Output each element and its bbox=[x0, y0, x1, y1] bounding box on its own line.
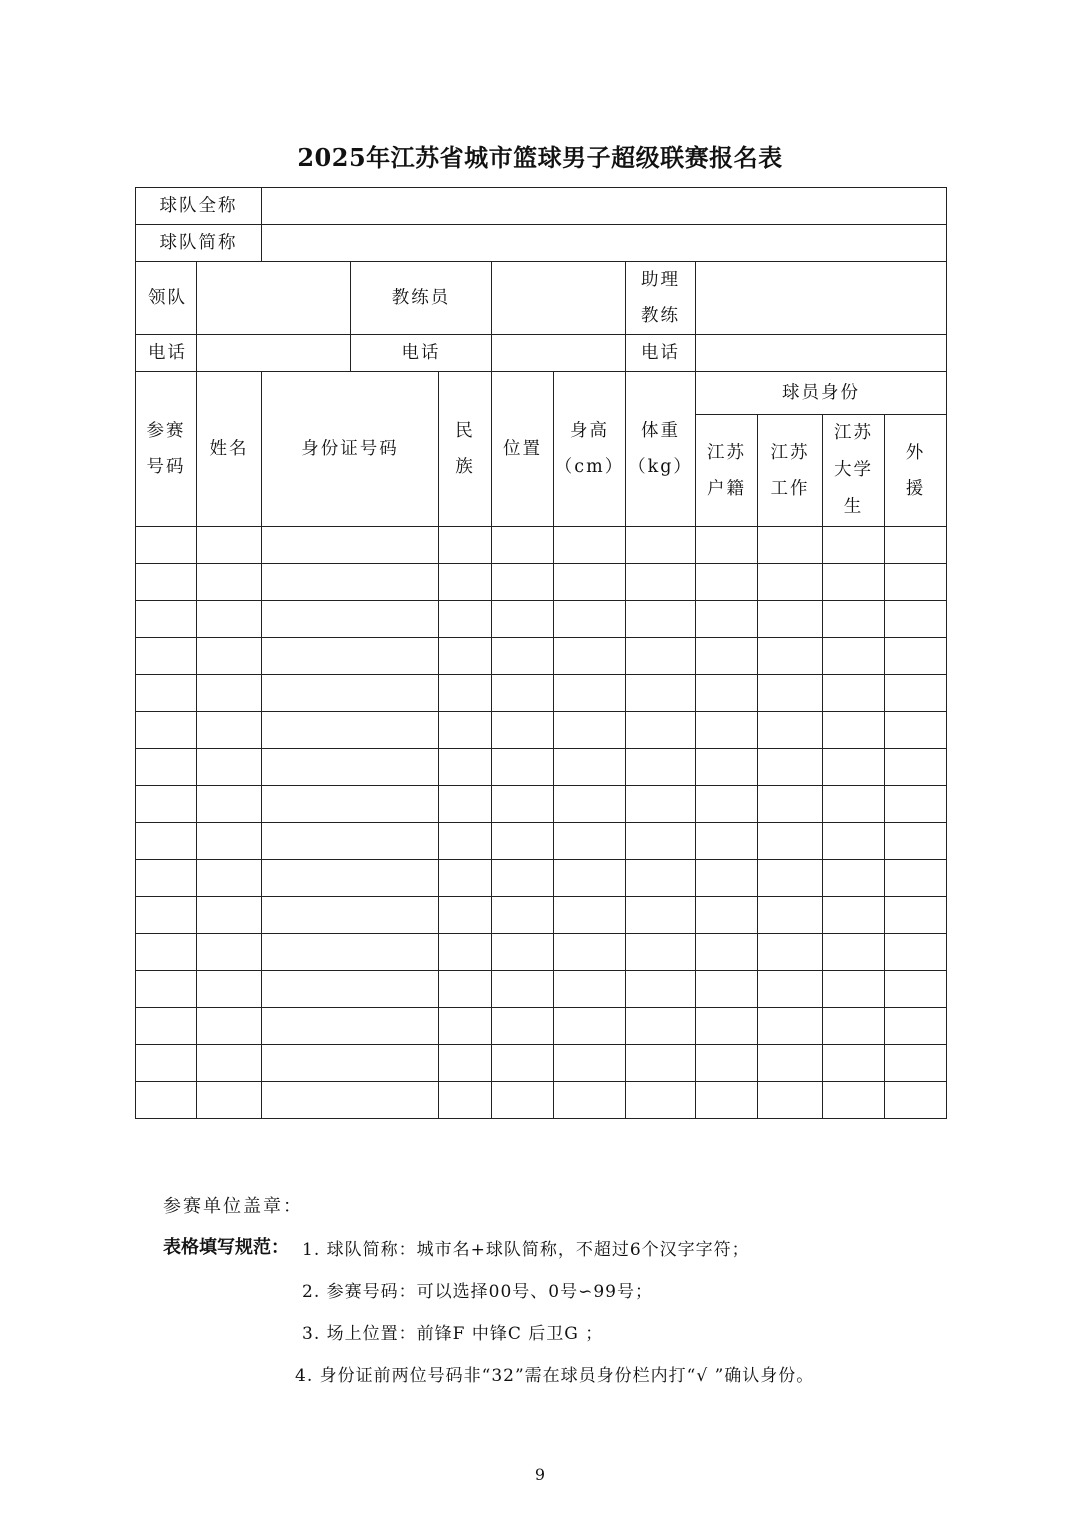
table-cell[interactable] bbox=[136, 860, 197, 897]
table-cell[interactable] bbox=[262, 638, 439, 675]
table-cell[interactable] bbox=[696, 1082, 758, 1119]
rule-item-4: 4. 身份证前两位号码非“32”需在球员身份栏内打“√ ”确认身份。 bbox=[295, 1366, 815, 1386]
table-cell[interactable] bbox=[197, 860, 262, 897]
col-js-student-line1: 江苏 bbox=[834, 423, 873, 443]
table-cell[interactable] bbox=[823, 897, 885, 934]
table-cell[interactable] bbox=[626, 601, 696, 638]
table-cell[interactable] bbox=[626, 1008, 696, 1045]
table-cell[interactable] bbox=[696, 675, 758, 712]
table-cell[interactable] bbox=[439, 564, 492, 601]
table-cell[interactable] bbox=[758, 1008, 823, 1045]
table-cell[interactable] bbox=[885, 527, 947, 564]
table-cell[interactable] bbox=[439, 860, 492, 897]
table-cell[interactable] bbox=[439, 1082, 492, 1119]
table-cell[interactable] bbox=[885, 823, 947, 860]
table-cell[interactable] bbox=[554, 601, 626, 638]
table-cell[interactable] bbox=[262, 1082, 439, 1119]
table-cell[interactable] bbox=[554, 934, 626, 971]
col-ethnicity-header bbox=[439, 372, 492, 527]
table-cell[interactable] bbox=[626, 823, 696, 860]
table-cell[interactable] bbox=[439, 712, 492, 749]
col-id-number-header: 身份证号码 bbox=[262, 372, 439, 527]
table-cell[interactable] bbox=[197, 971, 262, 1008]
table-cell[interactable] bbox=[823, 860, 885, 897]
table-cell[interactable] bbox=[262, 860, 439, 897]
table-row bbox=[136, 823, 947, 860]
table-cell[interactable] bbox=[439, 897, 492, 934]
table-cell[interactable] bbox=[758, 786, 823, 823]
col-foreign-line2: 援 bbox=[905, 478, 926, 499]
table-cell[interactable] bbox=[136, 786, 197, 823]
table-cell[interactable] bbox=[758, 638, 823, 675]
table-cell[interactable] bbox=[823, 749, 885, 786]
table-cell[interactable] bbox=[758, 675, 823, 712]
table-row bbox=[136, 527, 947, 564]
table-cell[interactable] bbox=[492, 601, 554, 638]
table-cell[interactable] bbox=[823, 638, 885, 675]
table-cell[interactable] bbox=[492, 934, 554, 971]
table-row bbox=[136, 712, 947, 749]
table-cell[interactable] bbox=[439, 934, 492, 971]
table-cell[interactable] bbox=[554, 712, 626, 749]
table-cell[interactable] bbox=[554, 1082, 626, 1119]
table-cell[interactable] bbox=[136, 823, 197, 860]
table-cell[interactable] bbox=[626, 971, 696, 1008]
table-cell[interactable] bbox=[885, 934, 947, 971]
table-cell[interactable] bbox=[136, 638, 197, 675]
table-cell[interactable] bbox=[439, 601, 492, 638]
table-cell[interactable] bbox=[492, 564, 554, 601]
table-cell[interactable] bbox=[136, 934, 197, 971]
table-row bbox=[136, 786, 947, 823]
table-cell[interactable] bbox=[758, 897, 823, 934]
table-cell[interactable] bbox=[823, 786, 885, 823]
table-cell[interactable] bbox=[758, 712, 823, 749]
col-js-household-header bbox=[696, 415, 758, 527]
table-cell[interactable] bbox=[696, 897, 758, 934]
table-cell[interactable] bbox=[554, 971, 626, 1008]
table-cell[interactable] bbox=[492, 971, 554, 1008]
table-cell[interactable] bbox=[492, 1082, 554, 1119]
seal-label: 参赛单位盖章： bbox=[163, 1196, 303, 1217]
table-cell[interactable] bbox=[626, 860, 696, 897]
table-cell[interactable] bbox=[136, 712, 197, 749]
col-js-work-line2: 工作 bbox=[770, 478, 810, 499]
table-cell[interactable] bbox=[262, 934, 439, 971]
col-js-household-line1: 江苏 bbox=[707, 442, 746, 463]
table-cell[interactable] bbox=[136, 564, 197, 601]
table-cell[interactable] bbox=[492, 823, 554, 860]
col-js-work-line1: 江苏 bbox=[770, 442, 810, 463]
col-number-line2: 号码 bbox=[146, 457, 186, 477]
col-position-header: 位置 bbox=[492, 372, 554, 527]
table-cell[interactable] bbox=[885, 601, 947, 638]
table-row bbox=[136, 897, 947, 934]
table-cell[interactable] bbox=[758, 749, 823, 786]
table-cell[interactable] bbox=[136, 749, 197, 786]
table-cell[interactable] bbox=[758, 564, 823, 601]
table-cell[interactable] bbox=[136, 897, 197, 934]
roster-header-row-1 bbox=[136, 372, 947, 415]
table-cell[interactable] bbox=[823, 1082, 885, 1119]
table-cell[interactable] bbox=[823, 712, 885, 749]
table-cell[interactable] bbox=[136, 527, 197, 564]
table-cell[interactable] bbox=[885, 897, 947, 934]
table-cell[interactable] bbox=[136, 971, 197, 1008]
coach-label: 教练员 bbox=[351, 262, 492, 335]
table-cell[interactable] bbox=[823, 971, 885, 1008]
table-cell[interactable] bbox=[262, 564, 439, 601]
table-cell[interactable] bbox=[626, 897, 696, 934]
table-cell[interactable] bbox=[758, 860, 823, 897]
table-cell[interactable] bbox=[554, 786, 626, 823]
table-cell[interactable] bbox=[439, 1008, 492, 1045]
table-cell[interactable] bbox=[758, 1082, 823, 1119]
table-cell[interactable] bbox=[197, 1082, 262, 1119]
table-cell[interactable] bbox=[696, 934, 758, 971]
table-cell[interactable] bbox=[197, 823, 262, 860]
table-cell[interactable] bbox=[885, 1082, 947, 1119]
table-cell[interactable] bbox=[197, 564, 262, 601]
leader-phone-label: 电话 bbox=[136, 335, 197, 372]
table-cell[interactable] bbox=[262, 897, 439, 934]
table-cell[interactable] bbox=[554, 1045, 626, 1082]
col-js-student-line3: 生 bbox=[843, 497, 864, 517]
assistant-phone-field[interactable] bbox=[696, 335, 947, 372]
coach-phone-label: 电话 bbox=[351, 335, 492, 372]
table-cell[interactable] bbox=[823, 527, 885, 564]
table-cell[interactable] bbox=[823, 601, 885, 638]
table-row bbox=[136, 638, 947, 675]
col-weight-line1: 体重 bbox=[641, 421, 680, 441]
table-cell[interactable] bbox=[554, 823, 626, 860]
table-cell[interactable] bbox=[885, 971, 947, 1008]
table-cell[interactable] bbox=[696, 601, 758, 638]
table-cell[interactable] bbox=[439, 971, 492, 1008]
table-cell[interactable] bbox=[136, 1082, 197, 1119]
table-cell[interactable] bbox=[885, 712, 947, 749]
table-cell[interactable] bbox=[492, 527, 554, 564]
table-row bbox=[136, 601, 947, 638]
table-cell[interactable] bbox=[885, 1008, 947, 1045]
table-cell[interactable] bbox=[823, 675, 885, 712]
col-height-line1: 身高 bbox=[570, 421, 609, 441]
assistant-coach-label-line1: 助理 bbox=[641, 270, 680, 290]
table-cell[interactable] bbox=[136, 1045, 197, 1082]
team-full-name-field[interactable] bbox=[262, 188, 947, 225]
table-cell[interactable] bbox=[439, 638, 492, 675]
table-cell[interactable] bbox=[439, 675, 492, 712]
col-number-line1: 参赛 bbox=[146, 421, 186, 441]
table-cell[interactable] bbox=[696, 860, 758, 897]
table-cell[interactable] bbox=[696, 1008, 758, 1045]
table-cell[interactable] bbox=[136, 1008, 197, 1045]
table-cell[interactable] bbox=[492, 749, 554, 786]
table-row bbox=[136, 934, 947, 971]
table-cell[interactable] bbox=[758, 601, 823, 638]
table-cell[interactable] bbox=[885, 749, 947, 786]
assistant-coach-label bbox=[626, 262, 696, 335]
table-cell[interactable] bbox=[696, 712, 758, 749]
table-cell[interactable] bbox=[492, 675, 554, 712]
table-cell[interactable] bbox=[492, 786, 554, 823]
table-cell[interactable] bbox=[626, 638, 696, 675]
col-ethnicity-line2: 族 bbox=[455, 457, 475, 477]
table-cell[interactable] bbox=[885, 638, 947, 675]
table-cell[interactable] bbox=[197, 527, 262, 564]
col-js-student-header bbox=[823, 415, 885, 527]
phone-row bbox=[136, 335, 947, 372]
table-cell[interactable] bbox=[136, 601, 197, 638]
table-cell[interactable] bbox=[262, 601, 439, 638]
table-cell[interactable] bbox=[758, 1045, 823, 1082]
table-cell[interactable] bbox=[439, 786, 492, 823]
table-cell[interactable] bbox=[626, 564, 696, 601]
assistant-coach-field[interactable] bbox=[696, 262, 947, 335]
table-cell[interactable] bbox=[197, 1008, 262, 1045]
table-cell[interactable] bbox=[554, 1008, 626, 1045]
table-cell[interactable] bbox=[197, 934, 262, 971]
rule-item-1: 1. 球队简称：城市名+球队简称，不超过6个汉字字符； bbox=[302, 1240, 750, 1260]
col-foreign-line1: 外 bbox=[905, 442, 926, 463]
table-cell[interactable] bbox=[439, 749, 492, 786]
table-row bbox=[136, 675, 947, 712]
table-cell[interactable] bbox=[823, 1008, 885, 1045]
table-cell[interactable] bbox=[758, 934, 823, 971]
table-row bbox=[136, 564, 947, 601]
col-foreign-header bbox=[885, 415, 947, 527]
table-cell[interactable] bbox=[492, 638, 554, 675]
table-cell[interactable] bbox=[696, 638, 758, 675]
table-cell[interactable] bbox=[758, 527, 823, 564]
table-cell[interactable] bbox=[439, 823, 492, 860]
col-js-work-header bbox=[758, 415, 823, 527]
col-js-student-line2: 大学 bbox=[834, 460, 873, 480]
table-cell[interactable] bbox=[885, 786, 947, 823]
col-name-header: 姓名 bbox=[197, 372, 262, 527]
table-cell[interactable] bbox=[758, 823, 823, 860]
table-cell[interactable] bbox=[197, 712, 262, 749]
table-cell[interactable] bbox=[554, 860, 626, 897]
team-short-name-field[interactable] bbox=[262, 225, 947, 262]
table-cell[interactable] bbox=[626, 527, 696, 564]
table-cell[interactable] bbox=[885, 1045, 947, 1082]
table-cell[interactable] bbox=[696, 1045, 758, 1082]
registration-form-table bbox=[135, 187, 947, 1119]
table-cell[interactable] bbox=[554, 564, 626, 601]
col-js-household-line2: 户籍 bbox=[707, 478, 746, 499]
table-cell[interactable] bbox=[492, 1045, 554, 1082]
table-cell[interactable] bbox=[626, 749, 696, 786]
leader-phone-field[interactable] bbox=[197, 335, 351, 372]
table-cell[interactable] bbox=[696, 786, 758, 823]
table-cell[interactable] bbox=[626, 786, 696, 823]
col-identity-group-header: 球员身份 bbox=[696, 372, 947, 415]
table-cell[interactable] bbox=[492, 1008, 554, 1045]
table-cell[interactable] bbox=[262, 786, 439, 823]
table-cell[interactable] bbox=[262, 823, 439, 860]
table-cell[interactable] bbox=[823, 823, 885, 860]
table-cell[interactable] bbox=[626, 1045, 696, 1082]
table-cell[interactable] bbox=[262, 971, 439, 1008]
team-short-name-label: 球队简称 bbox=[136, 225, 262, 262]
table-cell[interactable] bbox=[262, 1045, 439, 1082]
table-cell[interactable] bbox=[696, 749, 758, 786]
coach-phone-field[interactable] bbox=[492, 335, 626, 372]
table-cell[interactable] bbox=[136, 675, 197, 712]
table-row bbox=[136, 749, 947, 786]
table-cell[interactable] bbox=[696, 564, 758, 601]
table-cell[interactable] bbox=[885, 860, 947, 897]
table-cell[interactable] bbox=[262, 749, 439, 786]
table-cell[interactable] bbox=[885, 564, 947, 601]
staff-row bbox=[136, 262, 947, 335]
table-cell[interactable] bbox=[197, 749, 262, 786]
table-cell[interactable] bbox=[439, 527, 492, 564]
table-cell[interactable] bbox=[554, 527, 626, 564]
table-row bbox=[136, 1082, 947, 1119]
table-cell[interactable] bbox=[197, 675, 262, 712]
table-cell[interactable] bbox=[439, 1045, 492, 1082]
rules-heading: 表格填写规范： bbox=[163, 1237, 289, 1258]
table-cell[interactable] bbox=[554, 638, 626, 675]
table-cell[interactable] bbox=[758, 971, 823, 1008]
table-cell[interactable] bbox=[197, 786, 262, 823]
table-row bbox=[136, 1008, 947, 1045]
table-row bbox=[136, 860, 947, 897]
table-cell[interactable] bbox=[492, 897, 554, 934]
table-cell[interactable] bbox=[626, 712, 696, 749]
table-cell[interactable] bbox=[626, 1082, 696, 1119]
team-full-name-row bbox=[136, 188, 947, 225]
leader-field[interactable] bbox=[197, 262, 351, 335]
team-short-name-row bbox=[136, 225, 947, 262]
col-weight-header bbox=[626, 372, 696, 527]
table-cell[interactable] bbox=[696, 971, 758, 1008]
table-cell[interactable] bbox=[197, 638, 262, 675]
col-height-header bbox=[554, 372, 626, 527]
table-cell[interactable] bbox=[197, 897, 262, 934]
table-cell[interactable] bbox=[262, 675, 439, 712]
table-cell[interactable] bbox=[626, 934, 696, 971]
table-row bbox=[136, 1045, 947, 1082]
table-cell[interactable] bbox=[492, 860, 554, 897]
table-cell[interactable] bbox=[262, 527, 439, 564]
table-cell[interactable] bbox=[696, 823, 758, 860]
page-number: 9 bbox=[534, 1465, 546, 1484]
coach-field[interactable] bbox=[492, 262, 626, 335]
rule-item-3: 3. 场上位置：前锋F 中锋C 后卫G ； bbox=[302, 1324, 604, 1344]
table-cell[interactable] bbox=[492, 712, 554, 749]
table-cell[interactable] bbox=[823, 1045, 885, 1082]
table-cell[interactable] bbox=[823, 934, 885, 971]
table-cell[interactable] bbox=[696, 527, 758, 564]
table-cell[interactable] bbox=[197, 601, 262, 638]
table-cell[interactable] bbox=[626, 675, 696, 712]
col-ethnicity-line1: 民 bbox=[455, 421, 475, 441]
table-cell[interactable] bbox=[885, 675, 947, 712]
table-cell[interactable] bbox=[554, 749, 626, 786]
col-number-header bbox=[136, 372, 197, 527]
form-title: 2025年江苏省城市篮球男子超级联赛报名表 bbox=[297, 143, 783, 172]
table-cell[interactable] bbox=[554, 675, 626, 712]
col-weight-line2: （kg） bbox=[628, 457, 693, 477]
col-height-line2: （cm） bbox=[554, 457, 625, 477]
table-cell[interactable] bbox=[554, 897, 626, 934]
assistant-phone-label: 电话 bbox=[626, 335, 696, 372]
table-cell[interactable] bbox=[197, 1045, 262, 1082]
rule-item-2: 2. 参赛号码：可以选择00号、0号∽99号； bbox=[302, 1282, 653, 1302]
leader-label: 领队 bbox=[136, 262, 197, 335]
team-full-name-label: 球队全称 bbox=[136, 188, 262, 225]
table-cell[interactable] bbox=[823, 564, 885, 601]
table-row bbox=[136, 971, 947, 1008]
assistant-coach-label-line2: 教练 bbox=[641, 306, 680, 326]
table-cell[interactable] bbox=[262, 712, 439, 749]
table-cell[interactable] bbox=[262, 1008, 439, 1045]
